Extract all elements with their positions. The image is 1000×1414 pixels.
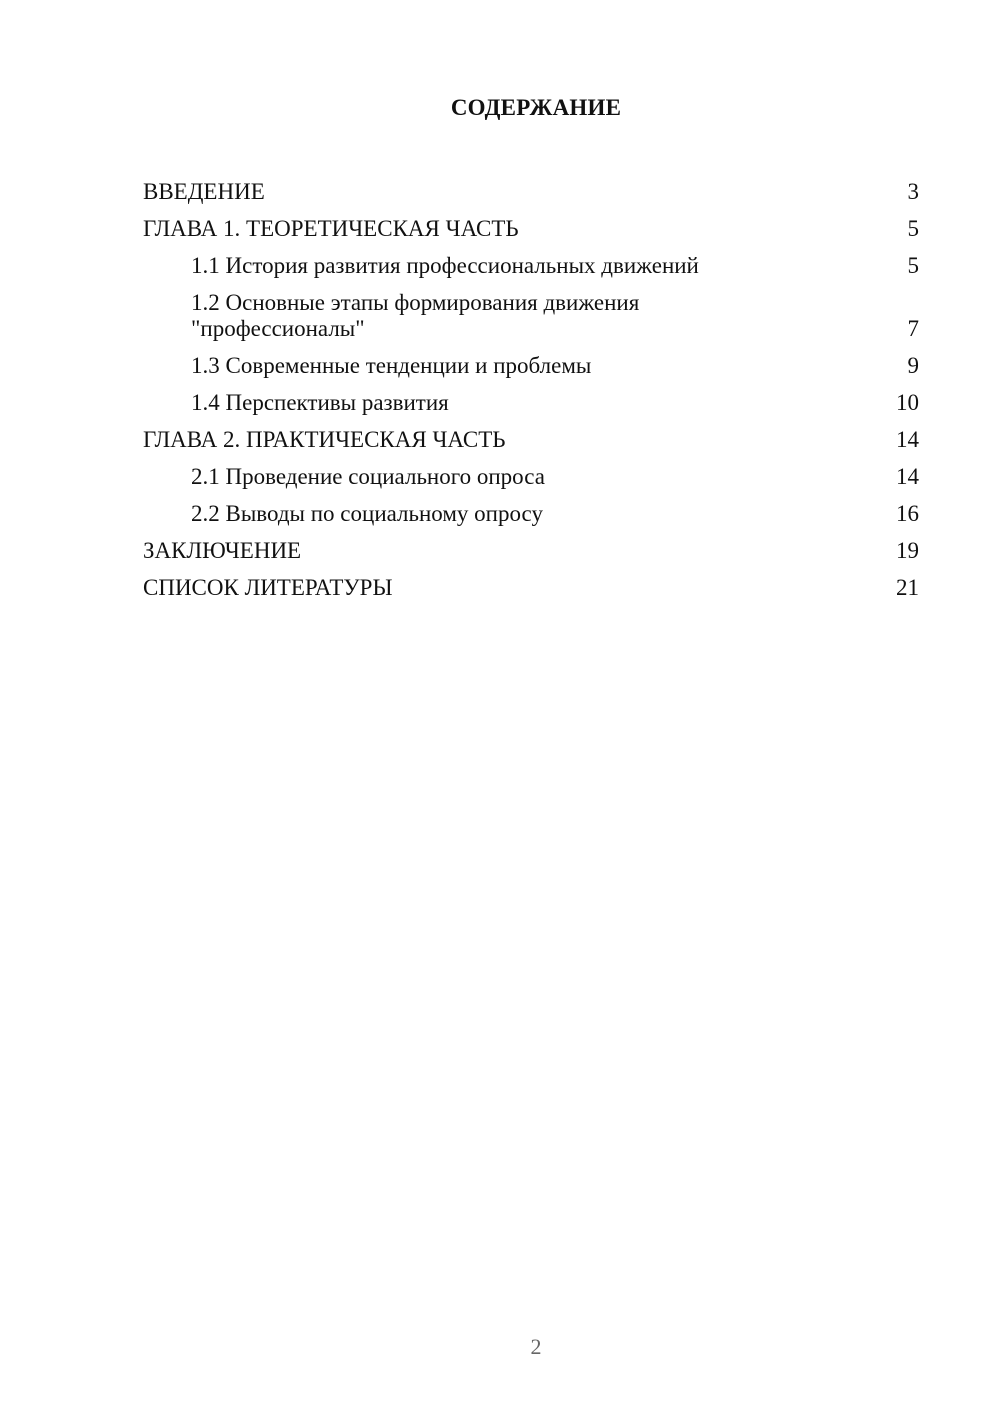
toc-entry-text: ЗАКЛЮЧЕНИЕ (143, 538, 302, 563)
toc-entry-text: 2.1 Проведение социального опроса (191, 464, 545, 489)
toc-entry-text: ВВЕДЕНИЕ (143, 179, 265, 204)
toc-entry-page: 10 (896, 390, 919, 415)
toc-entry-section-1-1[interactable] (143, 242, 919, 279)
toc-entry-page: 5 (907, 216, 919, 241)
toc-entry-page: 9 (907, 353, 919, 378)
toc-entry-text: 2.2 Выводы по социальному опросу (191, 501, 543, 526)
toc-entry-chapter-1[interactable] (143, 205, 919, 242)
toc-entry-text: 1.1 История развития профессиональных движений (191, 253, 699, 278)
toc-entry-page: 14 (896, 427, 919, 452)
toc-entry-chapter-2[interactable] (143, 416, 919, 453)
toc-entry-text: ГЛАВА 2. ПРАКТИЧЕСКАЯ ЧАСТЬ (143, 427, 506, 452)
toc-heading: СОДЕРЖАНИЕ (450, 95, 622, 120)
toc-entry-text: СПИСОК ЛИТЕРАТУРЫ (143, 575, 393, 600)
toc-entry-page: 14 (896, 464, 919, 489)
toc-entry-page: 5 (907, 253, 919, 278)
toc-entry-page: 3 (907, 179, 919, 204)
toc-entry-section-2-1[interactable] (143, 453, 919, 490)
toc-entry-page: 16 (896, 501, 919, 526)
toc-entry-text: 1.2 Основные этапы формирования движения "профессионалы" (191, 290, 640, 341)
toc-entry-section-1-3[interactable] (143, 342, 919, 379)
toc-entry-text: 1.4 Перспективы развития (191, 390, 449, 415)
table-of-contents (143, 168, 919, 601)
toc-entry-page: 7 (907, 316, 919, 341)
toc-entry-section-1-4[interactable] (143, 379, 919, 416)
toc-entry-text: ГЛАВА 1. ТЕОРЕТИЧЕСКАЯ ЧАСТЬ (143, 216, 519, 241)
toc-entry-conclusion[interactable] (143, 527, 919, 564)
toc-entry-text: 1.3 Современные тенденции и проблемы (191, 353, 592, 378)
page-number: 2 (530, 1334, 542, 1359)
toc-entry-references[interactable] (143, 564, 919, 601)
toc-entry-section-2-2[interactable] (143, 490, 919, 527)
toc-entry-page: 19 (896, 538, 919, 563)
toc-entry-page: 21 (896, 575, 919, 600)
toc-entry-section-1-2[interactable] (143, 279, 919, 342)
toc-entry-introduction[interactable] (143, 168, 919, 205)
